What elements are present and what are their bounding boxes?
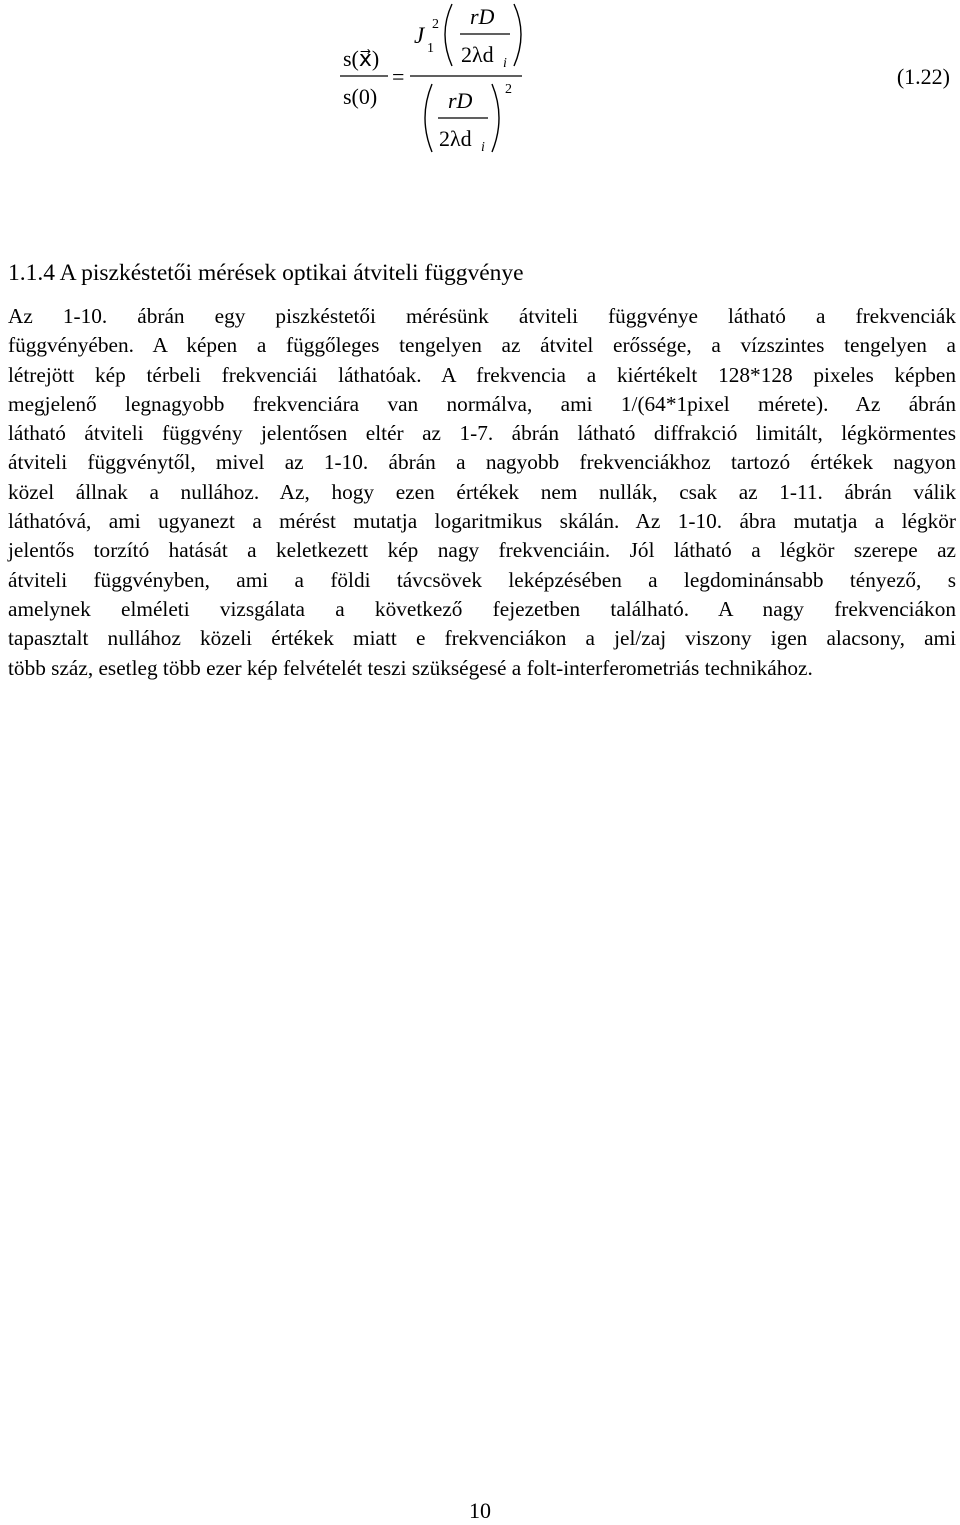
denominator-arg-subscript: i: [481, 140, 485, 155]
numerator-right-paren: [514, 4, 521, 66]
equals-sign: =: [392, 64, 405, 89]
denominator-right-paren: [492, 84, 499, 152]
denominator-arg-bottom: 2λd: [439, 126, 472, 151]
paragraph-line: Az 1-10. ábrán egy piszkéstetői mérésünk átviteli függvénye látható a frekvenciák: [8, 304, 956, 328]
paragraph-line: függvényében. A képen a függőleges tengelyen az átvitel erőssége, a vízszintes tengelyen a: [8, 333, 956, 358]
numerator-left-paren: [445, 4, 452, 66]
bessel-order: 1: [427, 41, 434, 56]
paragraph-line: több száz, esetleg több ezer kép felvételét teszi szükségesé a folt-interferometriás technikához.: [8, 655, 813, 680]
page-number: 10: [469, 1498, 491, 1523]
numerator-arg-bottom: 2λd: [461, 42, 494, 67]
denominator-arg-top: rD: [448, 88, 473, 113]
numerator-arg-top: rD: [470, 4, 495, 29]
paragraph-line: amelynek elméleti vizsgálata a következő fejezetben található. A nagy frekvenciákon: [8, 596, 956, 621]
denominator-square: 2: [505, 82, 512, 97]
lhs-denominator: s(0): [343, 84, 378, 109]
equation-number: (1.22): [896, 64, 950, 89]
equation-graphic: [0, 0, 960, 170]
paragraph-line: láthatóvá, ami ugyanezt a mérést mutatja logaritmikus skálán. Az 1-10. ábra mutatja a légkör: [8, 509, 956, 534]
section-heading: 1.1.4 A piszkéstetői mérések optikai átviteli függvénye: [8, 260, 524, 286]
paragraph-line: látható átviteli függvény jelentősen eltér az 1-7. ábrán látható diffrakció limitált, légkörmentes: [8, 421, 956, 446]
paragraph-line: tapasztalt nullához közeli értékek miatt e frekvenciákon a jel/zaj viszony igen alacsony, ami: [8, 626, 956, 651]
denominator-left-paren: [425, 84, 432, 152]
paragraph-line: létrejött kép térbeli frekvenciái láthatóak. A frekvencia a kiértékelt 128*128 pixeles képben: [8, 362, 956, 387]
bessel-j: J: [414, 23, 425, 48]
numerator-arg-subscript: i: [503, 56, 507, 71]
paragraph-line: megjelenő legnagyobb frekvenciára van normálva, ami 1/(64*1pixel mérete). Az ábrán: [8, 391, 956, 416]
paragraph-line: átviteli függvénytől, mivel az 1-10. ábrán a nagyobb frekvenciákhoz tartozó értékek nagyon: [8, 450, 956, 475]
lhs-numerator: s(x⃗): [343, 46, 380, 71]
equation-1-22: [0, 0, 960, 170]
paragraph-line: átviteli függvényben, ami a földi távcsövek leképzésében a legdominánsabb tényező, s: [8, 567, 956, 592]
bessel-power: 2: [432, 17, 439, 32]
paragraph-line: közel állnak a nullához. Az, hogy ezen értékek nem nullák, csak az 1-11. ábrán válik: [8, 479, 956, 504]
paragraph-line: jelentős torzító hatását a keletkezett kép nagy frekvenciáin. Jól látható a légkör szerepe az: [8, 538, 956, 563]
body-paragraph: [8, 302, 956, 683]
